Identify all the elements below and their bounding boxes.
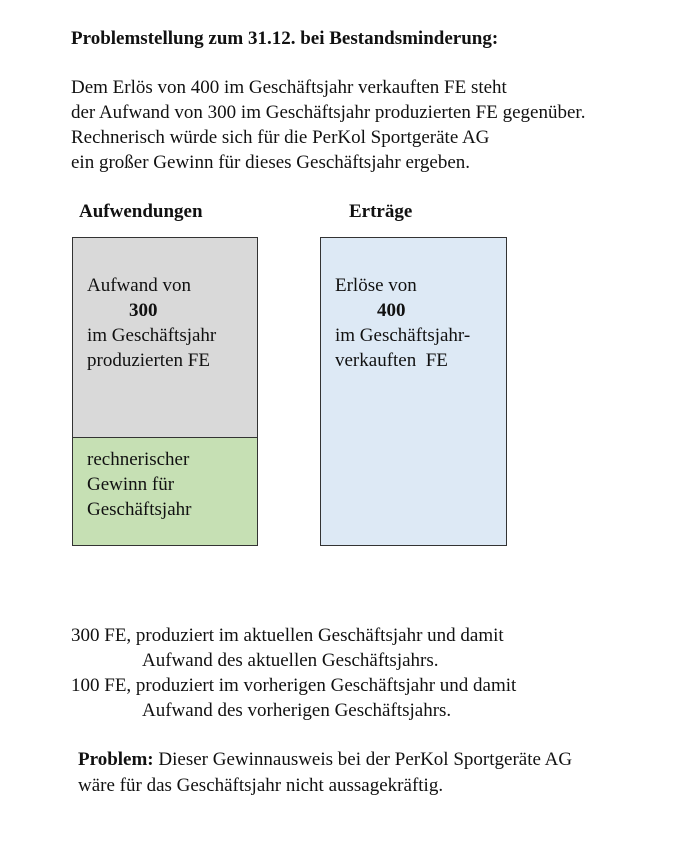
explanation-line: 300 FE, produziert im aktuellen Geschäftsjahr und damit — [71, 625, 504, 646]
ertrag-value: 400 — [377, 300, 406, 321]
explanation-line: 100 FE, produziert im vorherigen Geschäftsjahr und damit — [71, 675, 517, 696]
problem-label: Problem: — [78, 749, 154, 770]
gewinn-line1: rechnerischer — [87, 449, 190, 470]
problem-text-line2: wäre für das Geschäftsjahr nicht aussagekräftig. — [78, 775, 444, 796]
problem-statement — [78, 747, 572, 799]
aufwand-value: 300 — [129, 300, 158, 321]
explanation-line: Aufwand des vorherigen Geschäftsjahrs. — [142, 700, 452, 721]
intro-line: der Aufwand von 300 im Geschäftsjahr produzierten FE gegenüber. — [71, 102, 586, 123]
ertrag-label: Erlöse von — [335, 275, 417, 296]
ertrag-line3: verkauften FE — [335, 350, 448, 371]
ertrag-line2: im Geschäftsjahr- — [335, 325, 471, 346]
intro-paragraph — [71, 75, 585, 175]
ertrag-box — [320, 237, 507, 546]
gewinn-line3: Geschäftsjahr — [87, 499, 192, 520]
gewinn-line2: Gewinn für — [87, 474, 175, 495]
problem-text: Dieser Gewinnausweis bei der PerKol Sportgeräte AG — [153, 749, 573, 770]
aufwand-box — [72, 237, 258, 438]
aufwand-line2: im Geschäftsjahr — [87, 325, 217, 346]
page-title: Problemstellung zum 31.12. bei Bestandsminderung: — [71, 28, 499, 49]
intro-line: Rechnerisch würde sich für die PerKol Sportgeräte AG — [71, 127, 490, 148]
aufwand-line3: produzierten FE — [87, 350, 210, 371]
intro-line: Dem Erlös von 400 im Geschäftsjahr verkauften FE steht — [71, 77, 507, 98]
aufwand-label: Aufwand von — [87, 275, 191, 296]
aufwendungen-heading: Aufwendungen — [79, 201, 203, 222]
intro-line: ein großer Gewinn für dieses Geschäftsjahr ergeben. — [71, 152, 471, 173]
explanation-line: Aufwand des aktuellen Geschäftsjahrs. — [142, 650, 439, 671]
gewinn-box — [72, 437, 258, 546]
ertraege-heading: Erträge — [349, 201, 413, 222]
explanation-block — [71, 623, 516, 723]
